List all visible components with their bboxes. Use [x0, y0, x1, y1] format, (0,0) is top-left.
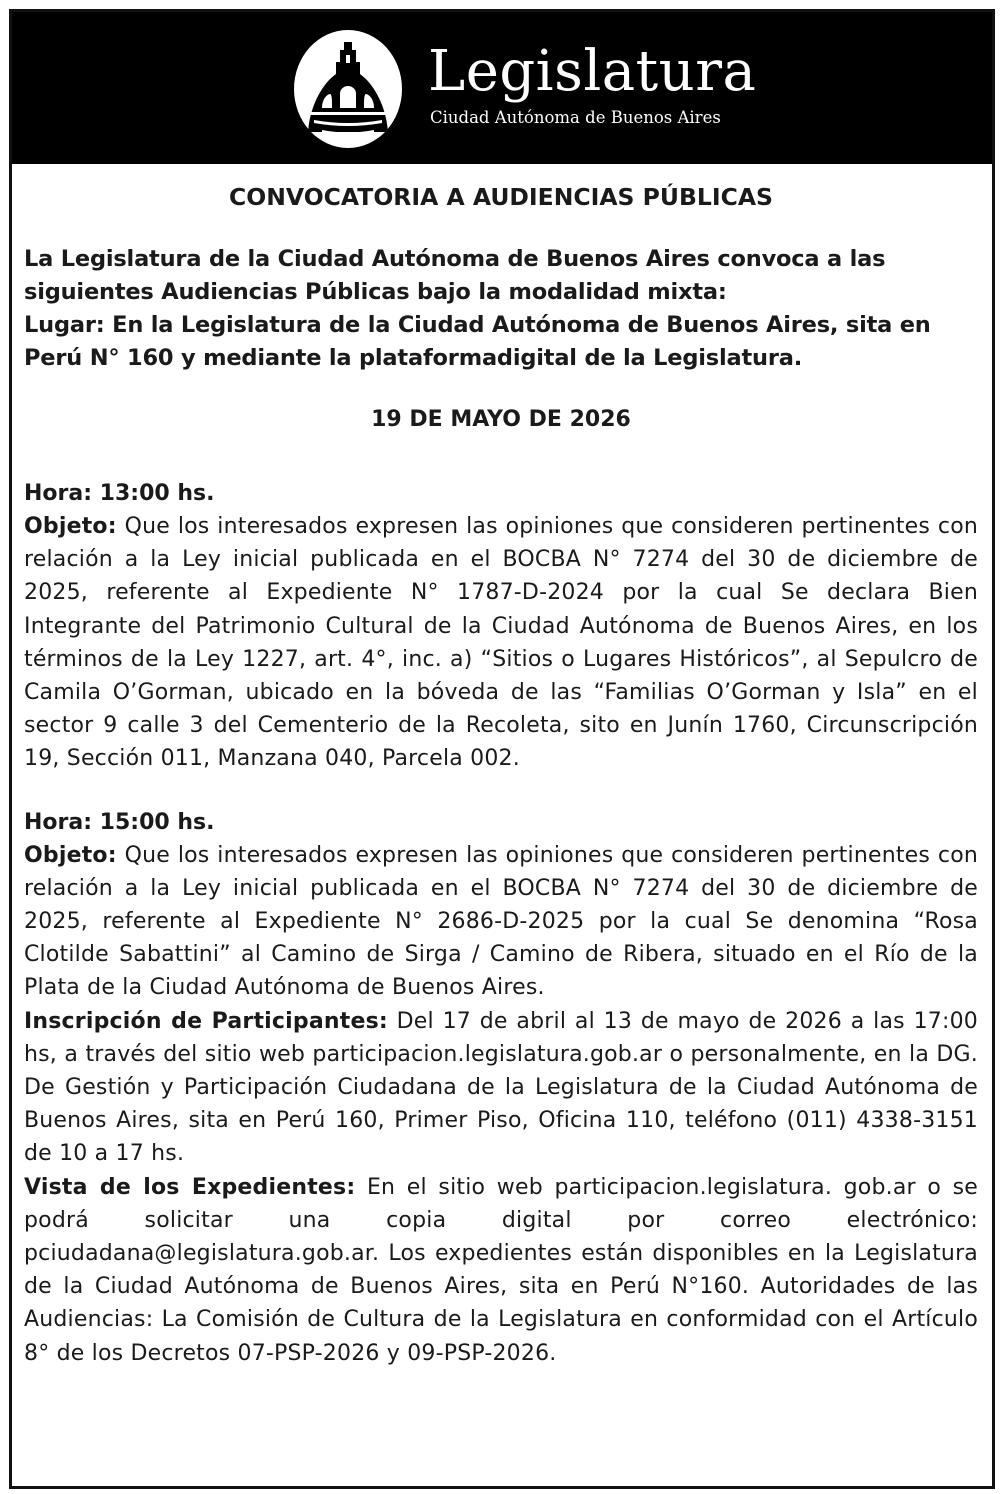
registration-label: Inscripción de Participantes: — [24, 1008, 388, 1034]
notice-body — [24, 164, 978, 1370]
intro-convocation: La Legislatura de la Ciudad Autónoma de Buenos Aires convoca a las siguientes Audiencias Públicas bajo la modalidad mixta: — [24, 246, 886, 305]
hearing-date: 19 DE MAYO DE 2026 — [371, 407, 631, 432]
registration-text: Del 17 de abril al 13 de mayo de 2026 a las 17:00 hs, a través del sitio web participacion.legislatura.gob.ar o personalmente, en la DG. De Gestión y Participación Ciudadana de la Legislatura de la Ciudad Autónoma de Buenos Aires, sita en Perú 160, Primer Piso, Oficina 110, teléfono (011) 4338-3151 de 10 a 17 hs. — [24, 1008, 978, 1167]
intro-location: Lugar: En la Legislatura de la Ciudad Autónoma de Buenos Aires, sita en Perú N° 160 y mediante la plataformadigital de la Legislatura. — [24, 312, 931, 371]
header-banner — [12, 12, 992, 164]
hearing-1-object — [24, 510, 978, 776]
hearing-2-time: Hora: 15:00 hs. — [24, 809, 215, 835]
hearing-2-object — [24, 839, 978, 1005]
intro-block — [24, 243, 978, 375]
hearing-2-object-label: Objeto: — [24, 842, 117, 868]
hearing-1-object-label: Objeto: — [24, 514, 117, 539]
files-view-label: Vista de los Expedientes: — [24, 1174, 356, 1200]
hearing-1-time: Hora: 13:00 hs. — [24, 481, 215, 506]
hearing-1-object-text: Que los interesados expresen las opiniones que consideren pertinentes con relación a la Ley inicial publicada en el BOCBA N° 7274 del 30 de diciembre de 2025, referente al Expediente N° 1787-D-2024 por la cual Se declara Bien Integrante del Patrimonio Cultural de la Ciudad Autónoma de Buenos Aires, en los términos de la Ley 1227, art. 4°, inc. a) “Sitios o Lugares Históricos”, al Sepulcro de Camila O’Gorman, ubicado en la bóveda de las “Familias O’Gorman y Isla” en el sector 9 calle 3 del Cementerio de la Recoleta, sito en Junín 1760, Circunscripción 19, Sección 011, Manzana 040, Parcela 002. — [24, 514, 978, 772]
registration-info — [24, 1005, 978, 1171]
notice-frame — [9, 9, 995, 1489]
dome-icon — [292, 28, 404, 150]
notice-title: CONVOCATORIA A AUDIENCIAS PÚBLICAS — [229, 183, 773, 211]
brand-subtitle: Ciudad Autónoma de Buenos Aires — [430, 108, 721, 127]
hearing-2-object-text: Que los interesados expresen las opiniones que consideren pertinentes con relación a la Ley inicial publicada en el BOCBA N° 7274 del 30 de diciembre de 2025, referente al Expediente N° 2686-D-2025 por la cual Se denomina “Rosa Clotilde Sabattini” al Camino de Sirga / Camino de Ribera, situado en el Río de la Plata de la Ciudad Autónoma de Buenos Aires. — [24, 842, 978, 1001]
files-view-text: En el sitio web participacion.legislatura. gob.ar o se podrá solicitar una copia digital por correo electrónico: pciudadana@legislatura.gob.ar. Los expedientes están disponibles en la Legislatura de la Ciudad Autónoma de Buenos Aires, sita en Perú N°160. Autoridades de las Audiencias: La Comisión de Cultura de la Legislatura en conformidad con el Artículo 8° de los Decretos 07-PSP-2026 y 09-PSP-2026. — [24, 1174, 978, 1366]
brand-name: Legislatura — [428, 39, 757, 104]
files-view-info — [24, 1171, 978, 1370]
